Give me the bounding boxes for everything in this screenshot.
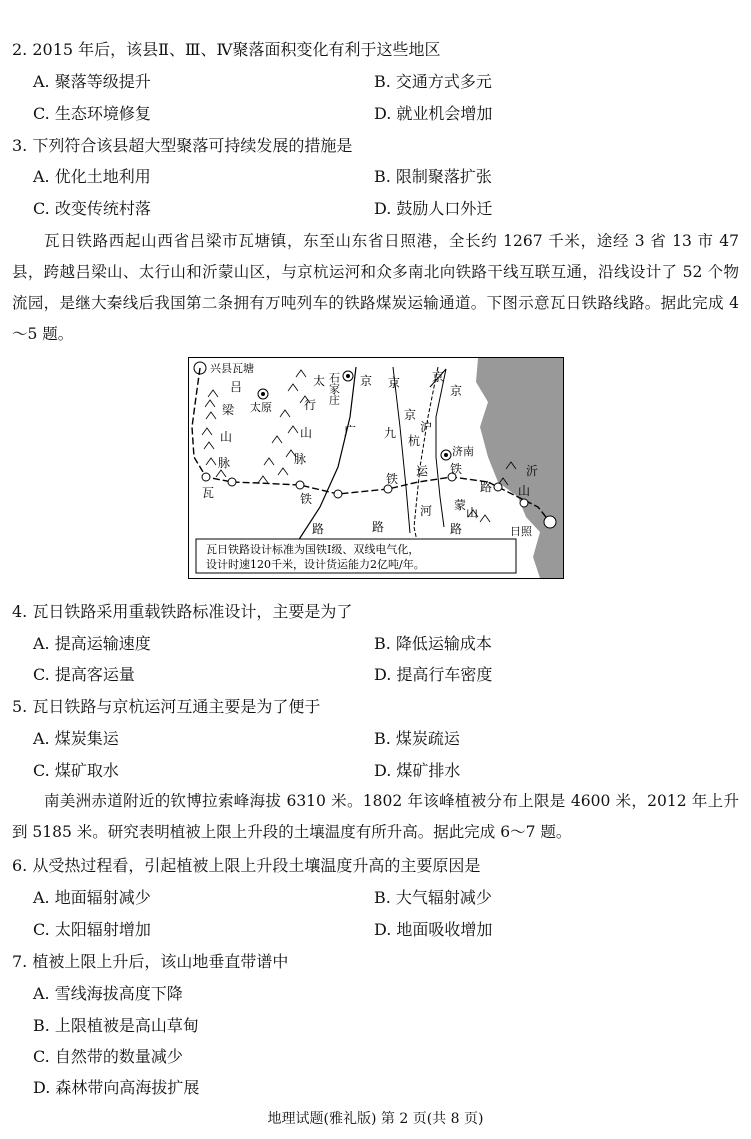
label-wa: 瓦 (202, 486, 215, 500)
note-line-1: 瓦日铁路设计标准为国铁Ⅰ级、双线电气化， (206, 543, 420, 556)
label-shan3: 山 (518, 484, 531, 498)
question-6-option-d[interactable]: D. 地面吸收增加 (374, 920, 493, 939)
label-lu1: 路 (312, 522, 325, 536)
railway-map (188, 357, 564, 579)
question-4-option-d[interactable]: D. 提高行车密度 (374, 665, 493, 684)
question-3-option-b[interactable]: B. 限制聚落扩张 (374, 167, 492, 186)
question-3-option-d[interactable]: D. 鼓励人口外迁 (374, 199, 493, 218)
question-5-option-c[interactable]: C. 煤矿取水 (33, 761, 119, 780)
question-4-stem: 4. 瓦日铁路采用重载铁路标准设计，主要是为了 (12, 602, 353, 621)
question-2-stem: 2. 2015 年后，该县Ⅱ、Ⅲ、Ⅳ聚落面积变化有利于这些地区 (12, 40, 441, 59)
page-footer: 地理试题(雅礼版) 第 2 页(共 8 页) (267, 1111, 484, 1127)
label-yun: 运 (416, 464, 429, 478)
label-tie2: 铁 (386, 472, 399, 486)
question-5-stem: 5. 瓦日铁路与京杭运河互通主要是为了便于 (12, 697, 321, 716)
label-jinghu-1: 京 (432, 370, 445, 384)
question-2-option-a[interactable]: A. 聚落等级提升 (33, 72, 151, 91)
question-7-option-d[interactable]: D. 森林带向高海拔扩展 (33, 1078, 200, 1097)
label-taiyuan: 太原 (250, 401, 272, 414)
question-4-option-b[interactable]: B. 降低运输成本 (374, 634, 492, 653)
label-meng: 蒙 (454, 498, 467, 512)
label-jing1: 京 (360, 374, 373, 388)
label-shan1: 山 (220, 430, 233, 444)
label-jing4: 京 (450, 384, 463, 398)
question-6-option-c[interactable]: C. 太阳辐射增加 (33, 920, 151, 939)
label-guang: 广 (344, 424, 357, 438)
question-5-option-d[interactable]: D. 煤矿排水 (374, 761, 461, 780)
label-jinghu-4: 路 (450, 522, 463, 536)
label-jinan: 济南 (452, 445, 474, 458)
passage-vegetation: 南美洲赤道附近的钦博拉索峰海拔 6310 米。1802 年该峰植被分布上限是 4600 米，2012 年上升到 5185 米。研究表明植被上限上升段的土壤温度有所升高。据此完成 6～7 题。 (12, 792, 739, 841)
question-6-stem: 6. 从受热过程看，引起植被上限上升段土壤温度升高的主要原因是 (12, 856, 481, 875)
question-6-option-b[interactable]: B. 大气辐射减少 (374, 888, 492, 907)
label-tie1: 铁 (300, 492, 313, 506)
question-3-stem: 3. 下列符合该县超大型聚落可持续发展的措施是 (12, 136, 353, 155)
passage-railway: 瓦日铁路西起山西省吕梁市瓦塘镇，东至山东省日照港，全长约 1267 千米，途经 3 省 13 市 47 县，跨越吕梁山、太行山和沂蒙山区，与京杭运河和众多南北向铁路干线互联互通，沿线设计了 52 个物流园，是继大秦线后我国第二条拥有万吨列车的铁路煤炭运输通道。下图示意瓦日铁路线路。据此完成 4～5 题。 (12, 232, 739, 343)
question-2-option-d[interactable]: D. 就业机会增加 (374, 104, 493, 123)
label-lu3: 路 (480, 480, 493, 494)
label-jinghu-3: 铁 (450, 462, 463, 476)
question-3-option-a[interactable]: A. 优化土地利用 (33, 167, 151, 186)
label-lu2: 路 (372, 520, 385, 534)
label-rizhao: 日照 (510, 525, 532, 538)
label-he: 河 (420, 504, 433, 518)
question-7-stem: 7. 植被上限上升后，该山地垂直带谱中 (12, 952, 289, 971)
question-5-option-a[interactable]: A. 煤炭集运 (33, 729, 119, 748)
label-jinghu-2: 沪 (420, 420, 433, 434)
question-2-option-c[interactable]: C. 生态环境修复 (33, 104, 151, 123)
label-tai: 太 (313, 374, 326, 388)
label-shijiazhuang: 石家庄 (327, 372, 341, 405)
label-hang: 行 (304, 398, 317, 412)
label-liang: 梁 (222, 403, 235, 417)
label-shan4: 山 (466, 506, 479, 520)
label-lv: 吕 (230, 380, 243, 394)
note-line-2: 设计时速120千米，设计货运能力2亿吨/年。 (206, 558, 425, 571)
label-jiu: 九 (384, 426, 397, 440)
label-jing2: 京 (388, 376, 401, 390)
label-mai2: 脉 (294, 452, 307, 466)
label-jing3: 京 (404, 408, 417, 422)
label-yi: 沂 (526, 464, 539, 478)
question-2-option-b[interactable]: B. 交通方式多元 (374, 72, 492, 91)
label-mai1: 脉 (218, 456, 231, 470)
question-6-option-a[interactable]: A. 地面辐射减少 (33, 888, 151, 907)
legend-label: 兴县瓦塘 (210, 362, 254, 375)
question-5-option-b[interactable]: B. 煤炭疏运 (374, 729, 460, 748)
question-3-option-c[interactable]: C. 改变传统村落 (33, 199, 151, 218)
label-shan2: 山 (300, 426, 313, 440)
question-4-option-a[interactable]: A. 提高运输速度 (33, 634, 151, 653)
question-7-option-a[interactable]: A. 雪线海拔高度下降 (33, 984, 183, 1003)
label-hang2: 杭 (408, 434, 421, 448)
question-4-option-c[interactable]: C. 提高客运量 (33, 665, 135, 684)
question-7-option-c[interactable]: C. 自然带的数量减少 (33, 1047, 183, 1066)
question-7-option-b[interactable]: B. 上限植被是高山草甸 (33, 1016, 199, 1035)
